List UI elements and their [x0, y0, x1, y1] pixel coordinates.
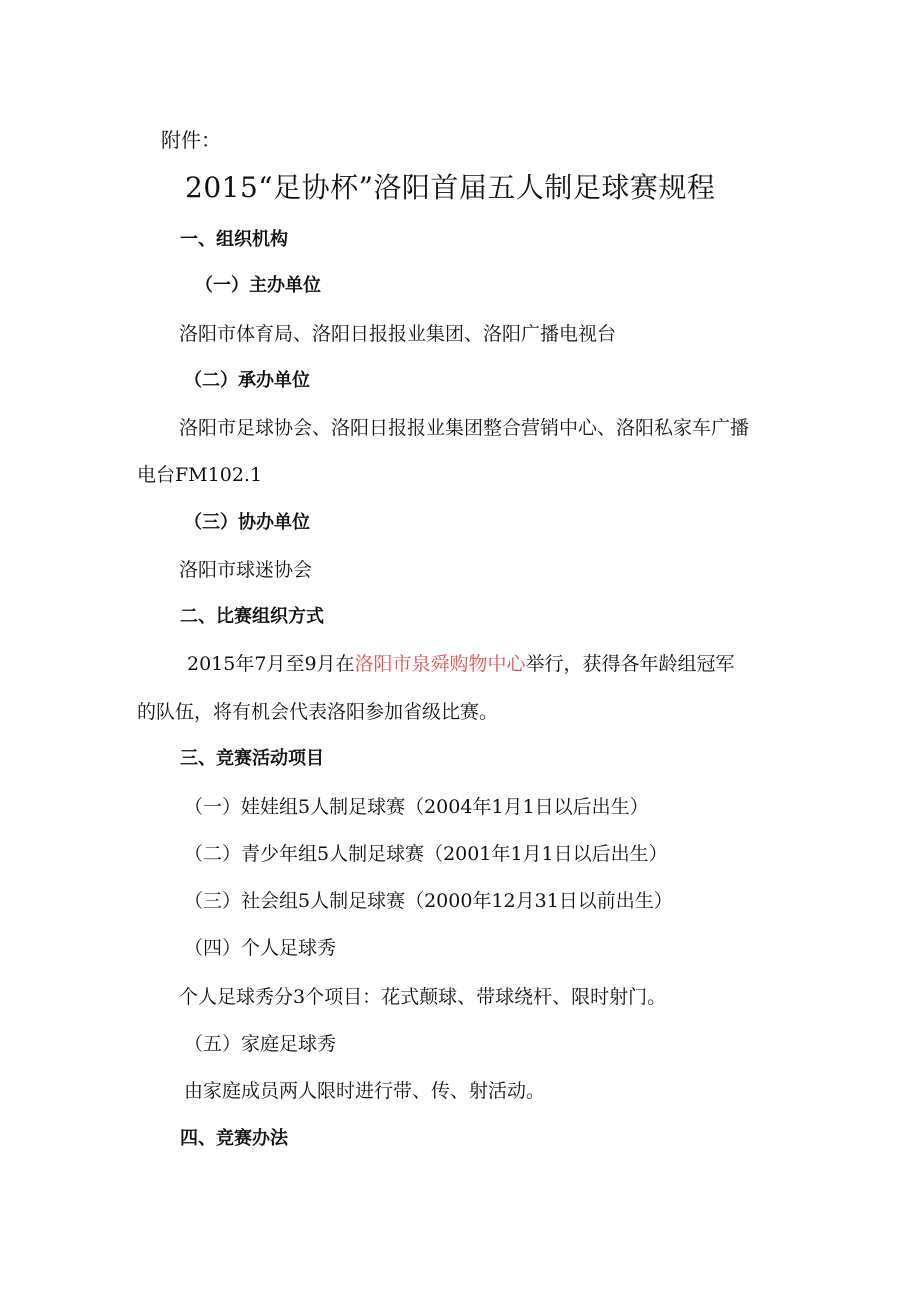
section-heading-events: 三、竞赛活动项目 [180, 748, 324, 769]
competition-format-line2: 的队伍，将有机会代表洛阳参加省级比赛。 [137, 701, 499, 723]
organizer-text-line2: 电台FM102.1 [137, 464, 263, 486]
section-heading-organization: 一、组织机构 [180, 229, 288, 250]
event-item-kids: （一）娃娃组5人制足球赛（2004年1月1日以后出生） [184, 796, 649, 818]
event-item-adult: （三）社会组5人制足球赛（2000年12月31日以前出生） [184, 890, 673, 912]
event-item-family-show: （五）家庭足球秀 [184, 1033, 337, 1055]
subheading-co-organizer: （三）协办单位 [184, 512, 310, 533]
organizer-text-line1: 洛阳市足球协会、洛阳日报报业集团整合营销中心、洛阳私家车广播 [179, 417, 750, 439]
section-heading-competition-rules: 四、竞赛办法 [180, 1128, 288, 1149]
document-title: 2015“足协杯”洛阳首届五人制足球赛规程 [185, 171, 716, 204]
competition-format-line1 [187, 652, 735, 676]
format-text-date: 2015年7月至9月在 [187, 653, 355, 675]
event-item-individual-show: （四）个人足球秀 [184, 937, 337, 959]
format-text-result: 举行，获得各年龄组冠军 [525, 653, 735, 675]
family-show-description: 由家庭成员两人限时进行带、传、射活动。 [184, 1080, 546, 1102]
subheading-organizer: （二）承办单位 [184, 370, 310, 391]
venue-highlight: 洛阳市泉舜购物中心 [354, 653, 526, 675]
section-heading-competition-format: 二、比赛组织方式 [180, 606, 324, 627]
co-organizer-text: 洛阳市球迷协会 [179, 559, 313, 581]
subheading-host: （一）主办单位 [195, 275, 321, 296]
individual-show-description: 个人足球秀分3个项目：花式颠球、带球绕杆、限时射门。 [179, 986, 667, 1008]
event-item-youth: （二）青少年组5人制足球赛（2001年1月1日以后出生） [184, 843, 668, 865]
attachment-label: 附件： [161, 128, 221, 152]
host-organizations-text: 洛阳市体育局、洛阳日报报业集团、洛阳广播电视台 [179, 323, 617, 345]
